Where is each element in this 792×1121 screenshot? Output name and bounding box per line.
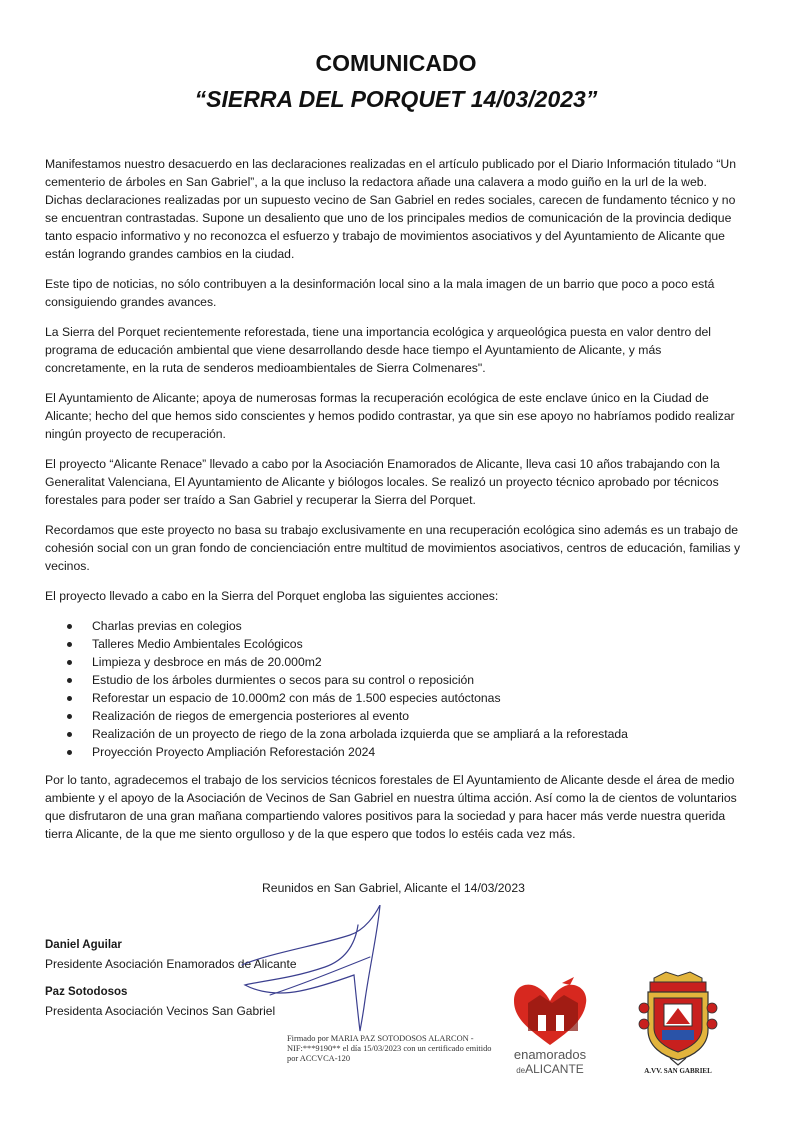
list-item: [45, 653, 745, 671]
logo-text-alicante: [500, 1062, 600, 1076]
bullet-icon: [67, 696, 72, 701]
bullet-icon: [67, 624, 72, 629]
list-item-text: Reforestar un espacio de 10.000m2 con más de 1.500 especies autóctonas: [92, 691, 501, 705]
paragraph: El proyecto llevado a cabo en la Sierra del Porquet engloba las siguientes acciones:: [45, 589, 499, 603]
paragraph: El proyecto “Alicante Renace” llevado a cabo por la Asociación Enamorados de Alicante, lleva casi 10 años trabajando con la Generalitat Valenciana, El Ayuntamiento de Alicante y biólogos locales. Se realizó un proyecto técnico aprobado por técnicos forestales para poder ser traído a San Gabriel y recuperar la Sierra del Porquet.: [45, 457, 720, 507]
paragraph: Manifestamos nuestro desacuerdo en las declaraciones realizadas en el artículo publicado por el Diario Información titulado “Un cementerio de árboles en San Gabriel”, a la que incluso la redactora añade una calavera a modo guiño en la url de la web. Dichas declaraciones realizadas por un supuesto vecino de San Gabriel en redes sociales, carecen de fundamento técnico y no se encuentran contrastadas. Supone un desaliento que uno de los principales medios de comunicación de la provincia dedique tanto espacio informativo y no reconozca el esfuerzo y trabajo de movimientos asociativos y del Ayuntamiento de Alicante que están logrando grandes cambios en la ciudad.: [45, 157, 737, 261]
digital-certificate-note: Firmado por MARIA PAZ SOTODOSOS ALARCON - NIF:***9190** el día 15/03/2023 con un certificado emitido por ACCVCA-120: [287, 1034, 492, 1063]
bullet-icon: [67, 750, 72, 755]
signatory-role: Presidente Asociación Enamorados de Alicante: [45, 957, 297, 971]
coat-of-arms-icon: [630, 968, 726, 1066]
enamorados-alicante-logo: [500, 975, 600, 1085]
handwritten-signature: [230, 905, 400, 1035]
list-item: [45, 725, 745, 743]
san-gabriel-crest-logo: [630, 968, 726, 1078]
bullet-icon: [67, 660, 72, 665]
closing-paragraph: Por lo tanto, agradecemos el trabajo de los servicios técnicos forestales de El Ayuntamiento de Alicante desde el área de medio ambiente y el apoyo de la Asociación de Vecinos de San Gabriel en nuestra última acción. Así como la de cientos de voluntarios que disfrutaron de una gran mañana compartiendo valores positivos para la sociedad y para hacer más verde nuestra querida tierra Alicante, de la que me siento orgulloso y de la que espero que todos lo estéis cada vez más.: [45, 773, 737, 841]
bullet-icon: [67, 732, 72, 737]
bullet-icon: [67, 678, 72, 683]
paragraph: Recordamos que este proyecto no basa su trabajo exclusivamente en una recuperación ecológica sino además es un trabajo de cohesión social con un gran fondo de concienciación entre multitud de movimientos asociativos, centros de educación, familias y vecinos.: [45, 523, 741, 573]
list-item-text: Talleres Medio Ambientales Ecológicos: [92, 637, 303, 651]
list-item: [45, 671, 745, 689]
paragraph: Este tipo de noticias, no sólo contribuyen a la desinformación local sino a la mala imagen de un barrio que poco a poco está consiguiendo grandes avances.: [45, 277, 715, 309]
crest-caption: A.VV. SAN GABRIEL: [644, 1067, 712, 1075]
bullet-icon: [67, 714, 72, 719]
signatory-name: Paz Sotodosos: [45, 986, 128, 998]
list-item-text: Realización de riegos de emergencia posteriores al evento: [92, 709, 410, 723]
logo-text-enamorados: enamorados: [513, 1047, 587, 1062]
list-item: [45, 689, 745, 707]
list-item-text: Limpieza y desbroce en más de 20.000m2: [92, 655, 322, 669]
list-item-text: Estudio de los árboles durmientes o secos para su control o reposición: [92, 673, 475, 687]
document-body: [45, 155, 745, 761]
list-item: [45, 743, 745, 761]
actions-list: [45, 617, 745, 761]
logo-text-de: de: [516, 1066, 526, 1075]
bullet-icon: [67, 642, 72, 647]
document-subtitle: “SIERRA DEL PORQUET 14/03/2023”: [194, 86, 598, 112]
paragraph: La Sierra del Porquet recientemente reforestada, tiene una importancia ecológica y arqueológica puesta en valor dentro del programa de educación ambiental que viene desarrollando desde hace tiempo el Ayuntamiento de Alicante, y más concretamente, en la ruta de senderos medioambientales de Sierra Colmenares".: [45, 325, 711, 375]
document-title: COMUNICADO: [315, 50, 477, 76]
list-item: [45, 707, 745, 725]
list-item: [45, 617, 745, 635]
list-item-text: Proyección Proyecto Ampliación Reforestación 2024: [92, 745, 376, 759]
list-item-text: Charlas previas en colegios: [92, 619, 242, 633]
list-item: [45, 635, 745, 653]
logo-text-alicante-word: ALICANTE: [525, 1062, 584, 1076]
signatory-name: Daniel Aguilar: [45, 939, 122, 951]
signatory-role: Presidenta Asociación Vecinos San Gabriel: [45, 1004, 276, 1018]
list-item-text: Realización de un proyecto de riego de la zona arbolada izquierda que se ampliará a la reforestada: [92, 727, 628, 741]
paragraph: El Ayuntamiento de Alicante; apoya de numerosas formas la recuperación ecológica de este enclave único en la Ciudad de Alicante; hecho del que hemos sido conscientes y hemos podido contrastar, ya que sin ese apoyo no habríamos podido realizar ningún proyecto de recuperación.: [45, 391, 735, 441]
castle-heart-icon: [500, 975, 600, 1047]
place-date: Reunidos en San Gabriel, Alicante el 14/03/2023: [262, 881, 525, 895]
